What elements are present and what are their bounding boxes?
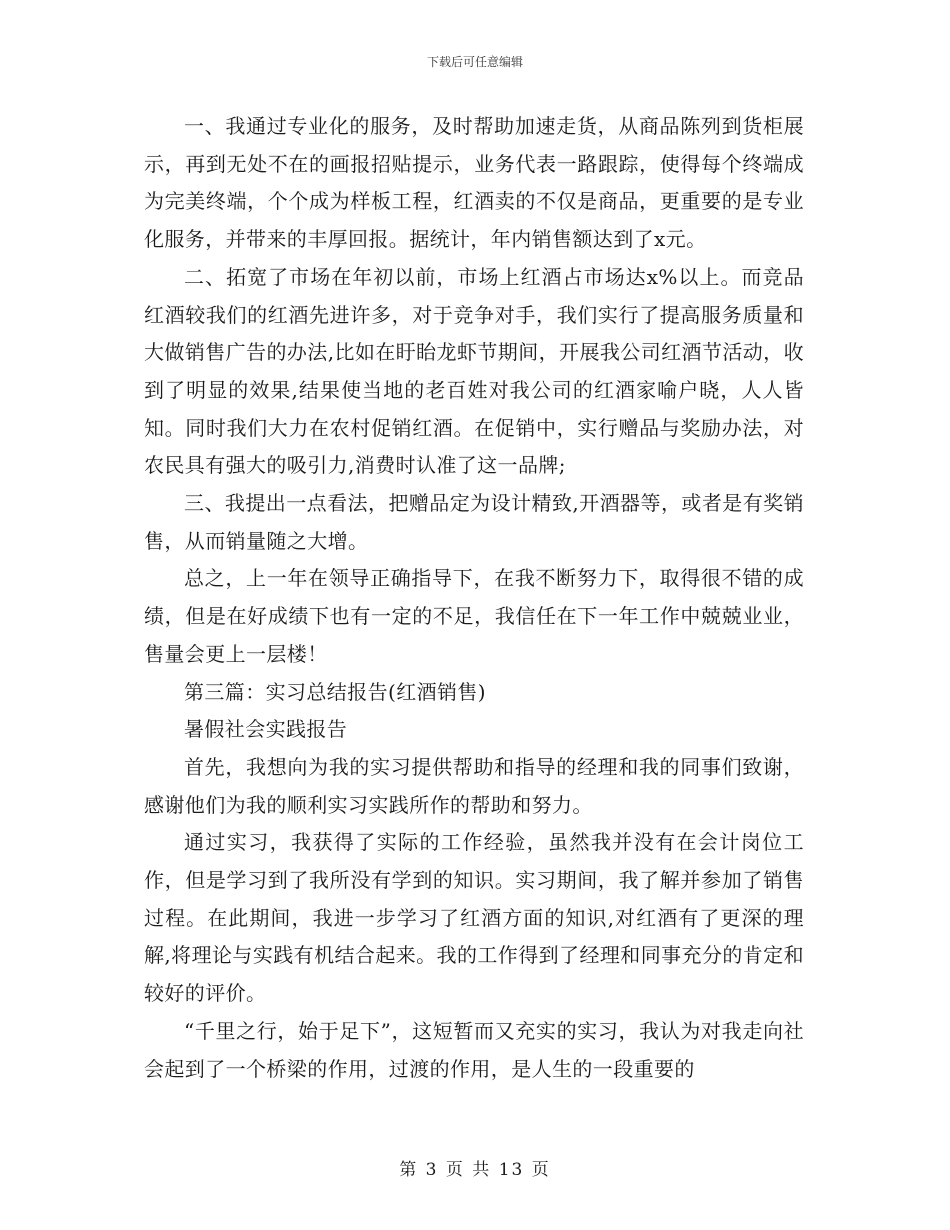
header-note: 下载后可任意编辑 (426, 55, 523, 69)
page-number: 第 3 页 共 13 页 (399, 1160, 551, 1180)
paragraph-1: 一、我通过专业化的服务，及时帮助加速走货，从商品陈列到货柜展示，再到无处不在的画报招贴提示，业务代表一路跟踪，使得每个终端成为完美终端，个个成为样板工程，红酒卖的不仅是商品，更重要的是专业化服务，并带来的丰厚回报。据统计，年内销售额达到了x元。 (144, 114, 804, 252)
paragraph-2: 二、拓宽了市场在年初以前，市场上红酒占市场达x%以上。而竞品红酒较我们的红酒先进许多，对于竞争对手，我们实行了提高服务质量和大做销售广告的办法,比如在盱眙龙虾节期间，开展我公司红酒节活动，收到了明显的效果,结果使当地的老百姓对我公司的红酒家喻户晓，人人皆知。同时我们大力在农村促销红酒。在促销中，实行赠品与奖励办法，对农民具有强大的吸引力,消费时认准了这一品牌; (144, 264, 804, 478)
paragraph-7: “千里之行，始于足下”，这短暂而又充实的实习，我认为对我走向社会起到了一个桥梁的作用，过渡的作用，是人生的一段重要的 (144, 1018, 804, 1081)
paragraph-4: 总之，上一年在领导正确指导下，在我不断努力下，取得很不错的成绩，但是在好成绩下也有一定的不足，我信任在下一年工作中兢兢业业，售量会更上一层楼！ (144, 566, 804, 666)
section-heading: 第三篇：实习总结报告(红酒销售) (184, 679, 487, 704)
report-title: 暑假社会实践报告 (184, 717, 348, 742)
paragraph-3: 三、我提出一点看法，把赠品定为设计精致,开酒器等，或者是有奖销售，从而销量随之大增。 (144, 491, 804, 553)
paragraph-6: 通过实习，我获得了实际的工作经验，虽然我并没有在会计岗位工作，但是学习到了我所没有学到的知识。实习期间，我了解并参加了销售过程。在此期间，我进一步学习了红酒方面的知识,对红酒有了更深的理解,将理论与实践有机结合起来。我的工作得到了经理和同事充分的肯定和较好的评价。 (144, 830, 804, 1006)
paragraph-5: 首先，我想向为我的实习提供帮助和指导的经理和我的同事们致谢，感谢他们为我的顺利实习实践所作的帮助和努力。 (144, 754, 804, 817)
document-body (144, 108, 804, 1088)
